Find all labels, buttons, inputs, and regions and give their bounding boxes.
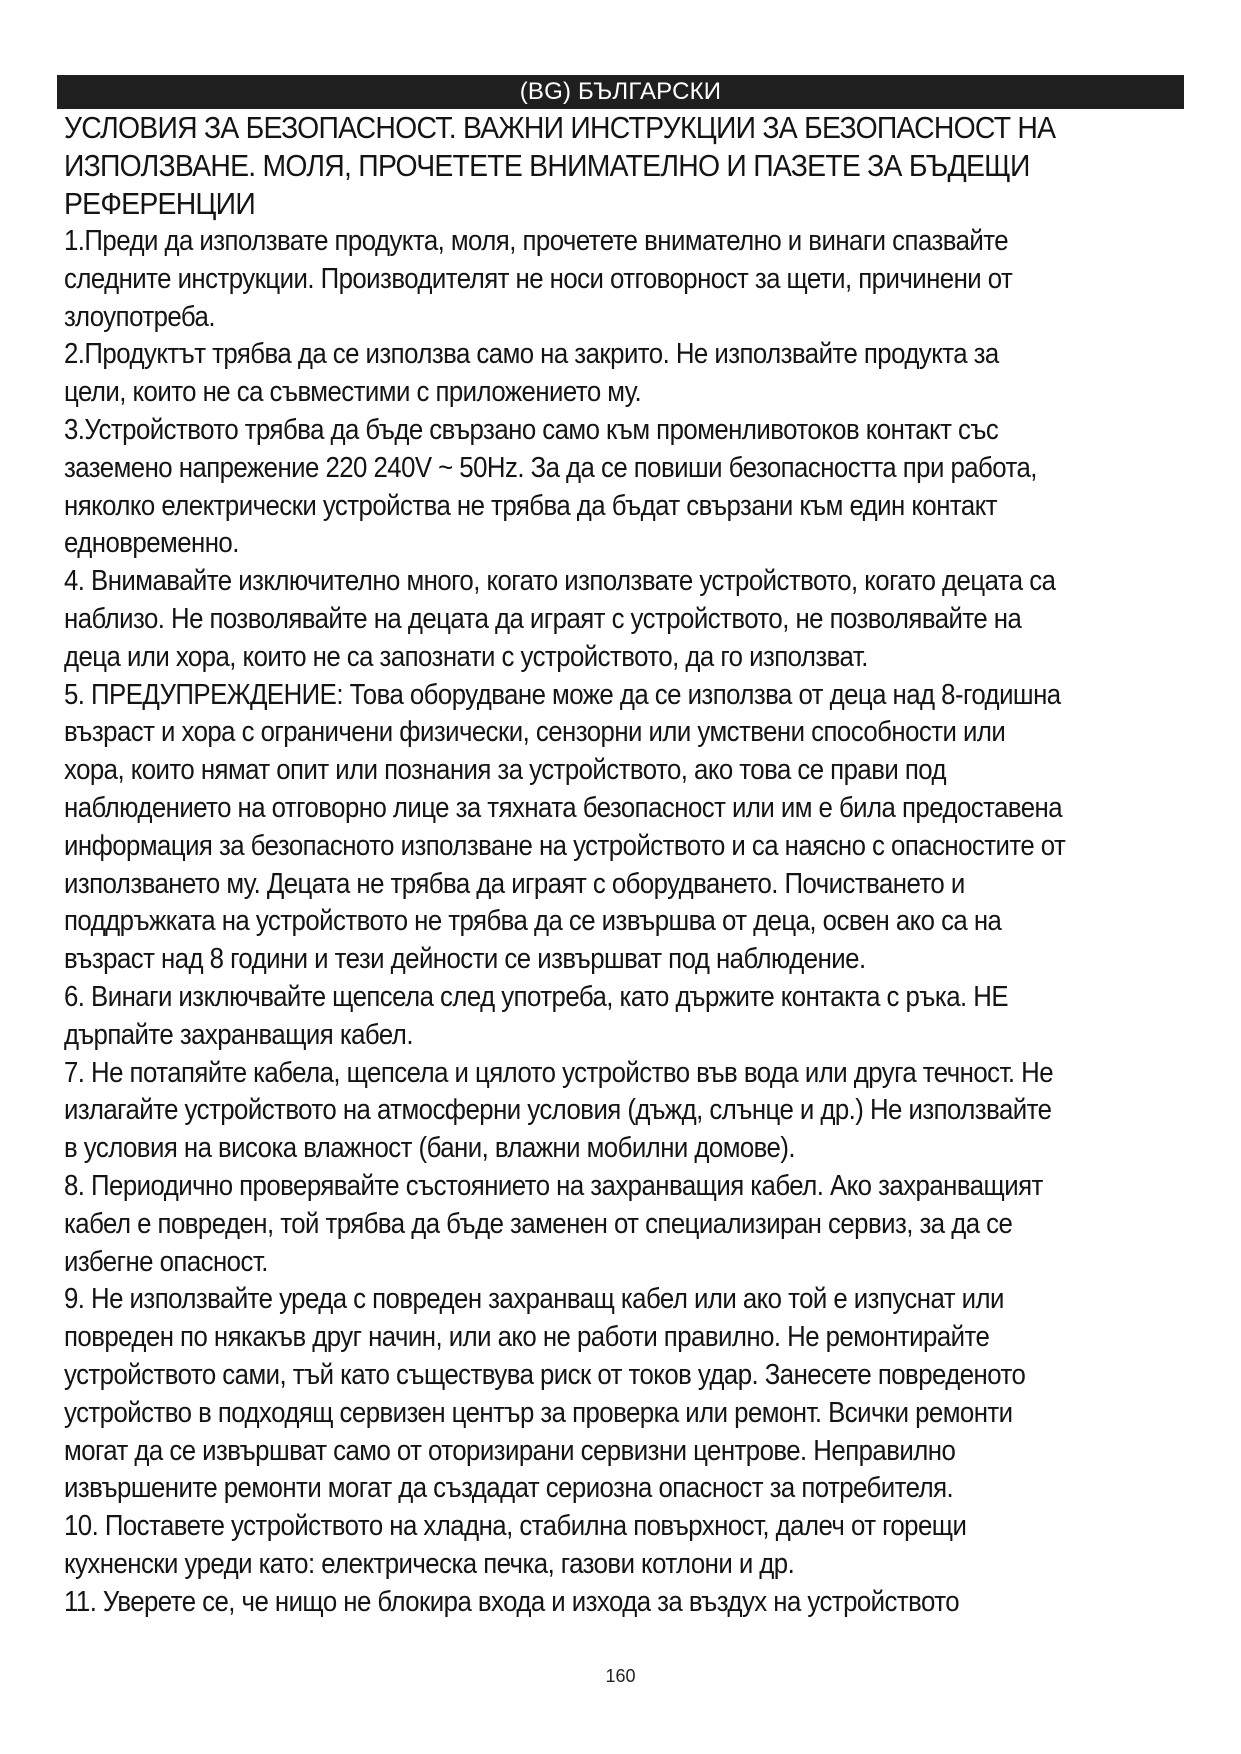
instruction-8: [64, 1168, 1182, 1281]
instruction-line: цели, които не са съвместими с приложението му.: [64, 376, 642, 409]
instruction-line: 10. Поставете устройството на хладна, стабилна повърхност, далеч от горещи: [64, 1510, 967, 1543]
instruction-line: излагайте устройството на атмосферни условия (дъжд, слънце и др.) Не използвайте: [64, 1094, 1052, 1127]
instruction-line: хора, които нямат опит или познания за устройството, ако това се прави под: [64, 754, 947, 787]
safety-title: [64, 109, 1180, 223]
instruction-11: [64, 1584, 1182, 1622]
page-number: 160: [605, 1666, 636, 1686]
instruction-line: 7. Не потапяйте кабела, щепсела и цялото устройство във вода или друга течност. Не: [64, 1056, 1054, 1089]
instruction-line: използването му. Децата не трябва да играят с оборудването. Почистването и: [64, 867, 965, 900]
instruction-line: възраст над 8 години и тези дейности се извършват под наблюдение.: [64, 943, 866, 976]
instruction-line: устройство в подходящ сервизен център за проверка или ремонт. Всички ремонти: [64, 1396, 1013, 1429]
instruction-line: възраст и хора с ограничени физически, сензорни или умствени способности или: [64, 716, 1006, 749]
instruction-line: в условия на висока влажност (бани, влажни мобилни домове).: [64, 1132, 796, 1165]
instruction-line: кухненски уреди като: електрическа печка, газови котлони и др.: [64, 1547, 795, 1580]
instruction-5-warning: [64, 677, 1182, 979]
instruction-line: заземено напрежение 220 240V ~ 50Hz. За да се повиши безопасността при работа,: [64, 451, 1037, 484]
instruction-line: 4. Внимавайте изключително много, когато използвате устройството, когато децата са: [64, 565, 1056, 598]
instruction-line: следните инструкции. Производителят не носи отговорност за щети, причинени от: [64, 262, 1013, 295]
instruction-line: 8. Периодично проверявайте състоянието на захранващия кабел. Ако захранващият: [64, 1169, 1043, 1202]
title-line: ИЗПОЛЗВАНЕ. МОЛЯ, ПРОЧЕТЕТЕ ВНИМАТЕЛНО И ПАЗЕТЕ ЗА БЪДЕЩИ: [64, 149, 1030, 183]
instruction-line: информация за безопасното използване на устройството и са наясно с опасностите от: [64, 829, 1066, 862]
instruction-line: наблюдението на отговорно лице за тяхната безопасност или им е била предоставена: [64, 791, 1063, 824]
instruction-line: наблизо. Не позволявайте на децата да играят с устройството, не позволявайте на: [64, 602, 1022, 635]
instruction-line: устройството сами, тъй като съществува риск от токов удар. Занесете повреденото: [64, 1358, 1026, 1391]
instruction-line: избегне опасност.: [64, 1245, 268, 1278]
instruction-line: извършените ремонти могат да създадат сериозна опасност за потребителя.: [64, 1472, 954, 1505]
instruction-10: [64, 1508, 1182, 1584]
instruction-9: [64, 1281, 1182, 1508]
instruction-line: 2.Продуктът трябва да се използва само на закрито. Не използвайте продукта за: [64, 338, 999, 371]
instruction-line: злоупотреба.: [64, 300, 215, 333]
instruction-3: [64, 412, 1182, 563]
instruction-line: 11. Уверете се, че нищо не блокира входа и изхода за въздух на устройството: [64, 1585, 960, 1618]
instruction-line: поддръжката на устройството не трябва да се извършва от деца, освен ако са на: [64, 905, 1002, 938]
instruction-line: 6. Винаги изключвайте щепсела след употреба, като държите контакта с ръка. НЕ: [64, 980, 1008, 1013]
safety-content: [64, 109, 1184, 1621]
title-line: РЕФЕРЕНЦИИ: [64, 187, 255, 221]
title-line: УСЛОВИЯ ЗА БЕЗОПАСНОСТ. ВАЖНИ ИНСТРУКЦИИ ЗА БЕЗОПАСНОСТ НА: [64, 111, 1056, 145]
instruction-2: [64, 336, 1182, 412]
instruction-line: няколко електрически устройства не трябва да бъдат свързани към един контакт: [64, 489, 997, 522]
language-header-bar: (BG) БЪЛГАРСКИ: [57, 75, 1184, 109]
instruction-4: [64, 563, 1182, 676]
instruction-6: [64, 979, 1182, 1055]
instruction-line: кабел е повреден, той трябва да бъде заменен от специализиран сервиз, за да се: [64, 1207, 1013, 1240]
instruction-line: могат да се извършват само от оторизирани сервизни центрове. Неправилно: [64, 1434, 956, 1467]
instruction-1: [64, 223, 1182, 336]
instruction-line: дърпайте захранващия кабел.: [64, 1018, 413, 1051]
instruction-line: деца или хора, които не са запознати с устройството, да го използват.: [64, 640, 868, 673]
instruction-7: [64, 1055, 1182, 1168]
instruction-line: повреден по някакъв друг начин, или ако не работи правилно. Не ремонтирайте: [64, 1321, 990, 1354]
instruction-line: 5. ПРЕДУПРЕЖДЕНИЕ: Това оборудване може да се използва от деца над 8-годишна: [64, 678, 1061, 711]
instruction-line: 1.Преди да използвате продукта, моля, прочетете внимателно и винаги спазвайте: [64, 225, 1009, 257]
instruction-line: едновременно.: [64, 527, 239, 560]
instruction-line: 9. Не използвайте уреда с повреден захранващ кабел или ако той е изпуснат или: [64, 1283, 1004, 1316]
instruction-line: 3.Устройството трябва да бъде свързано само към променливотоков контакт със: [64, 413, 999, 446]
